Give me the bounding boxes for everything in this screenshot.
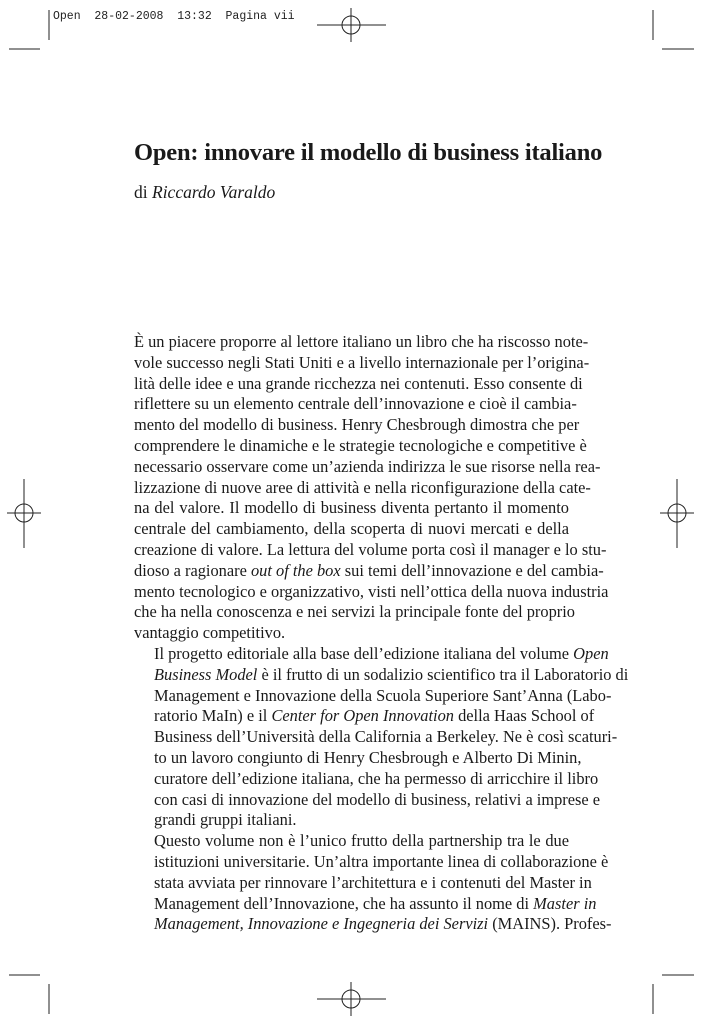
text-line (134, 332, 589, 353)
text-line (134, 789, 601, 811)
text-run: riflettere su un elemento centrale dell’innovazione e cioè il cambia- (134, 394, 577, 414)
paragraph (134, 643, 629, 831)
text-line (134, 914, 612, 935)
byline (134, 182, 275, 203)
text-run: della Haas School of (453, 706, 595, 726)
text-line (134, 519, 569, 540)
text-line (134, 664, 629, 686)
text-line (134, 394, 577, 415)
text-run: è il frutto di un sodalizio scientifico tra il Laboratorio di (257, 664, 629, 684)
text-run: na del valore. Il modello di business diventa pertanto il momento (134, 498, 569, 518)
text-run: (MAINS). Profes- (488, 914, 612, 934)
text-line (134, 851, 609, 873)
italic-run: Center for Open Innovation (271, 706, 454, 726)
text-line (134, 768, 599, 790)
chapter-title: Open: innovare il modello di business italiano (134, 139, 603, 166)
text-run: Business dell’Università della California a Berkeley. Ne è così scaturi- (154, 727, 618, 747)
text-run: stata avviata per rinnovare l’architettura e i contenuti del Master in (154, 872, 592, 892)
text-run: centrale del cambiamento, della scoperta di nuovi mercati e della (134, 519, 569, 539)
text-line (134, 435, 587, 457)
text-line (134, 352, 590, 374)
text-line (134, 623, 569, 644)
text-run: con casi di innovazione del modello di business, relativi a imprese e (154, 789, 601, 809)
text-line (134, 831, 569, 852)
text-line (134, 581, 609, 603)
text-run: creazione di valore. La lettura del volume porta così il manager e lo stu- (134, 539, 607, 559)
text-line (134, 373, 583, 395)
text-run: lità delle idee e una grande ricchezza nei contenuti. Esso consente di (134, 373, 583, 393)
registration-mark-right (660, 479, 694, 548)
text-line (134, 539, 607, 561)
text-line (134, 498, 569, 519)
registration-mark-left (7, 479, 41, 548)
text-run: comprendere le dinamiche e le strategie tecnologiche e competitive è (134, 435, 587, 455)
text-line (134, 810, 569, 831)
text-line (134, 643, 609, 665)
text-line (134, 685, 612, 707)
text-line (134, 477, 591, 499)
text-run: vole successo negli Stati Uniti e a livello internazionale per l’origina- (134, 352, 590, 372)
italic-run: Business Model (154, 664, 258, 684)
text-run: mento tecnologico e organizzativo, visti nell’ottica della nuova industria (134, 581, 609, 601)
paragraph (134, 332, 609, 644)
body-text (134, 332, 629, 935)
text-line (134, 893, 597, 915)
text-run: mento del modello di business. Henry Chesbrough dimostra che per (134, 415, 580, 435)
text-run: Questo volume non è l’unico frutto della partnership tra le due (154, 831, 569, 851)
registration-mark-bottom (317, 982, 386, 1016)
italic-run: out of the box (250, 560, 341, 580)
text-run: Management e Innovazione della Scuola Superiore Sant’Anna (Labo- (154, 685, 612, 705)
text-line (134, 456, 601, 478)
text-run: istituzioni universitarie. Un’altra importante linea di collaborazione è (154, 851, 609, 871)
italic-run: Open (573, 643, 609, 663)
italic-run: Master in (533, 893, 597, 913)
text-run: sui temi dell’innovazione e del cambia- (340, 560, 604, 580)
print-slug: Open 28-02-2008 13:32 Pagina vii (53, 10, 295, 23)
text-line (134, 602, 575, 623)
byline-prefix: di (134, 182, 148, 202)
text-run: lizzazione di nuove aree di attività e nella riconfigurazione della cate- (134, 477, 591, 497)
text-run: necessario osservare come un’azienda indirizza le sue risorse nella rea- (134, 456, 601, 476)
text-line (134, 727, 618, 748)
text-line (134, 560, 604, 582)
text-run: curatore dell’edizione italiana, che ha permesso di arricchire il libro (154, 768, 599, 788)
text-line (134, 415, 580, 436)
text-run: dioso a ragionare (134, 560, 251, 580)
text-line (134, 747, 582, 769)
registration-mark-top (317, 8, 386, 42)
text-run: grandi gruppi italiani. (154, 810, 297, 830)
text-run: che ha nella conoscenza e nei servizi la principale fonte del proprio (134, 602, 575, 622)
text-run: vantaggio competitivo. (134, 623, 286, 643)
text-line (134, 872, 592, 894)
paragraph (134, 831, 612, 935)
text-line (134, 706, 595, 727)
text-run: Il progetto editoriale alla base dell’edizione italiana del volume (154, 643, 574, 663)
text-run: È un piacere proporre al lettore italiano un libro che ha riscosso note- (134, 332, 589, 351)
text-run: to un lavoro congiunto di Henry Chesbrough e Alberto Di Minin, (154, 747, 582, 767)
text-run: Management dell’Innovazione, che ha assunto il nome di (154, 893, 534, 913)
author-name: Riccardo Varaldo (152, 182, 276, 202)
text-run: ratorio MaIn) e il (154, 706, 272, 726)
italic-run: Management, Innovazione e Ingegneria dei Servizi (154, 914, 489, 934)
